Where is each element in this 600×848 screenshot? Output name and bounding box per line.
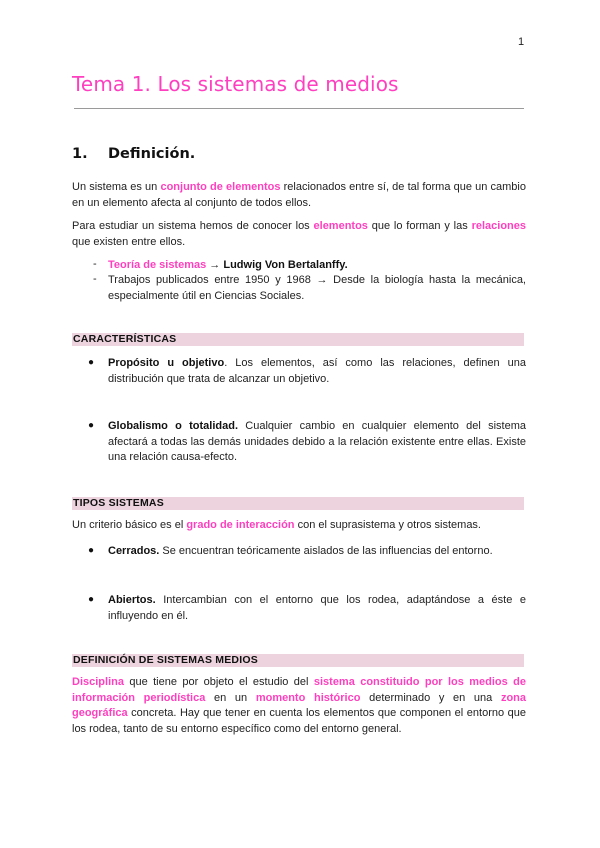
text: Se encuentran teóricamente aislados de las influencias del entorno. <box>159 545 493 557</box>
bullet-icon: ● <box>88 594 95 605</box>
highlight-sistema-medios: sistema constituido por los medios de información periodística <box>72 676 526 704</box>
highlight-zona-geografica: zona geográfica <box>72 691 527 719</box>
band-label: CARACTERÍSTICAS <box>73 333 177 345</box>
highlight-elementos: elementos <box>313 220 368 232</box>
arrow: → <box>206 259 224 271</box>
paragraph-definicion <box>72 675 526 737</box>
dash-item-trabajos: Trabajos publicados entre 1950 y 1968 → Desde la biología hasta la mecánica, especialmente útil en Ciencias Sociales. <box>108 274 526 302</box>
section-heading-definicion <box>72 146 195 162</box>
text: que lo forman y las <box>367 220 472 232</box>
term: Globalismo o totalidad. <box>108 420 239 432</box>
list-item-globalismo <box>108 419 526 466</box>
text: con el suprasistema y otros sistemas. <box>294 519 481 531</box>
highlight-grado-interaccion: grado de interacción <box>186 519 295 531</box>
text: que existen entre ellos. <box>72 235 186 248</box>
band-label: TIPOS SISTEMAS <box>73 497 164 509</box>
bullet-icon: ● <box>88 420 95 431</box>
term: Cerrados. <box>108 545 160 557</box>
page-title: Tema 1. Los sistemas de medios <box>72 72 399 96</box>
text: Intercambian con el entorno que los rodea, adaptándose a éste e influyendo en él. <box>108 594 526 622</box>
highlight-teoria-sistemas: Teoría de sistemas <box>108 259 207 271</box>
highlight-conjunto-elementos: conjunto de elementos <box>160 181 281 193</box>
band-label: DEFINICIÓN DE SISTEMAS MEDIOS <box>73 654 258 666</box>
page-number: 1 <box>518 36 525 48</box>
section-label: Definición. <box>108 146 196 162</box>
section-number: 1. <box>72 146 88 162</box>
highlight-disciplina: Disciplina <box>72 676 124 688</box>
text: Para estudiar un sistema hemos de conocer los <box>72 220 314 232</box>
paragraph-criterio <box>72 518 526 534</box>
text: concreta. Hay que tener en cuenta los elementos que componen el entorno que los rodea, tanto de su entorno específico como del entorno general. <box>72 707 526 735</box>
dash-item-teoria <box>108 258 526 274</box>
text: Cualquier cambio en cualquier elemento del sistema afectará a todas las demás unidades debido a la relación existente entre ellas. Existe una relación causa-efecto. <box>108 420 527 463</box>
term: Abiertos. <box>108 594 156 606</box>
dash-marker: - <box>93 273 97 285</box>
text: en un <box>205 691 256 704</box>
bullet-icon: ● <box>88 357 95 368</box>
term: Propósito u objetivo <box>108 357 225 369</box>
paragraph-estudiar <box>72 219 526 250</box>
heading-band-tipos <box>72 497 524 510</box>
highlight-relaciones: relaciones <box>471 220 526 232</box>
text: . Los elementos, así como las relaciones, definen una distribución que trata de alcanzar un objetivo. <box>108 357 526 385</box>
dash-marker: - <box>93 258 97 270</box>
text: Un sistema es un <box>72 181 161 193</box>
title-divider <box>74 108 524 109</box>
highlight-momento-historico: momento histórico <box>255 691 361 704</box>
list-item-cerrados <box>108 544 526 560</box>
text: que tiene por objeto el estudio del <box>123 676 314 688</box>
author-name: Ludwig Von Bertalanffy. <box>223 259 348 271</box>
text: determinado y en una <box>360 691 501 704</box>
text: Un criterio básico es el <box>72 519 187 531</box>
list-item-abiertos <box>108 593 526 624</box>
text: relacionados entre sí, de tal forma que un cambio en un elemento afecta al conjunto de todos ellos. <box>72 181 526 209</box>
list-item-proposito <box>108 356 526 387</box>
paragraph-sistema <box>72 180 526 211</box>
heading-band-definicion <box>72 654 524 667</box>
bullet-icon: ● <box>88 545 95 556</box>
heading-band-caracteristicas <box>72 333 524 346</box>
